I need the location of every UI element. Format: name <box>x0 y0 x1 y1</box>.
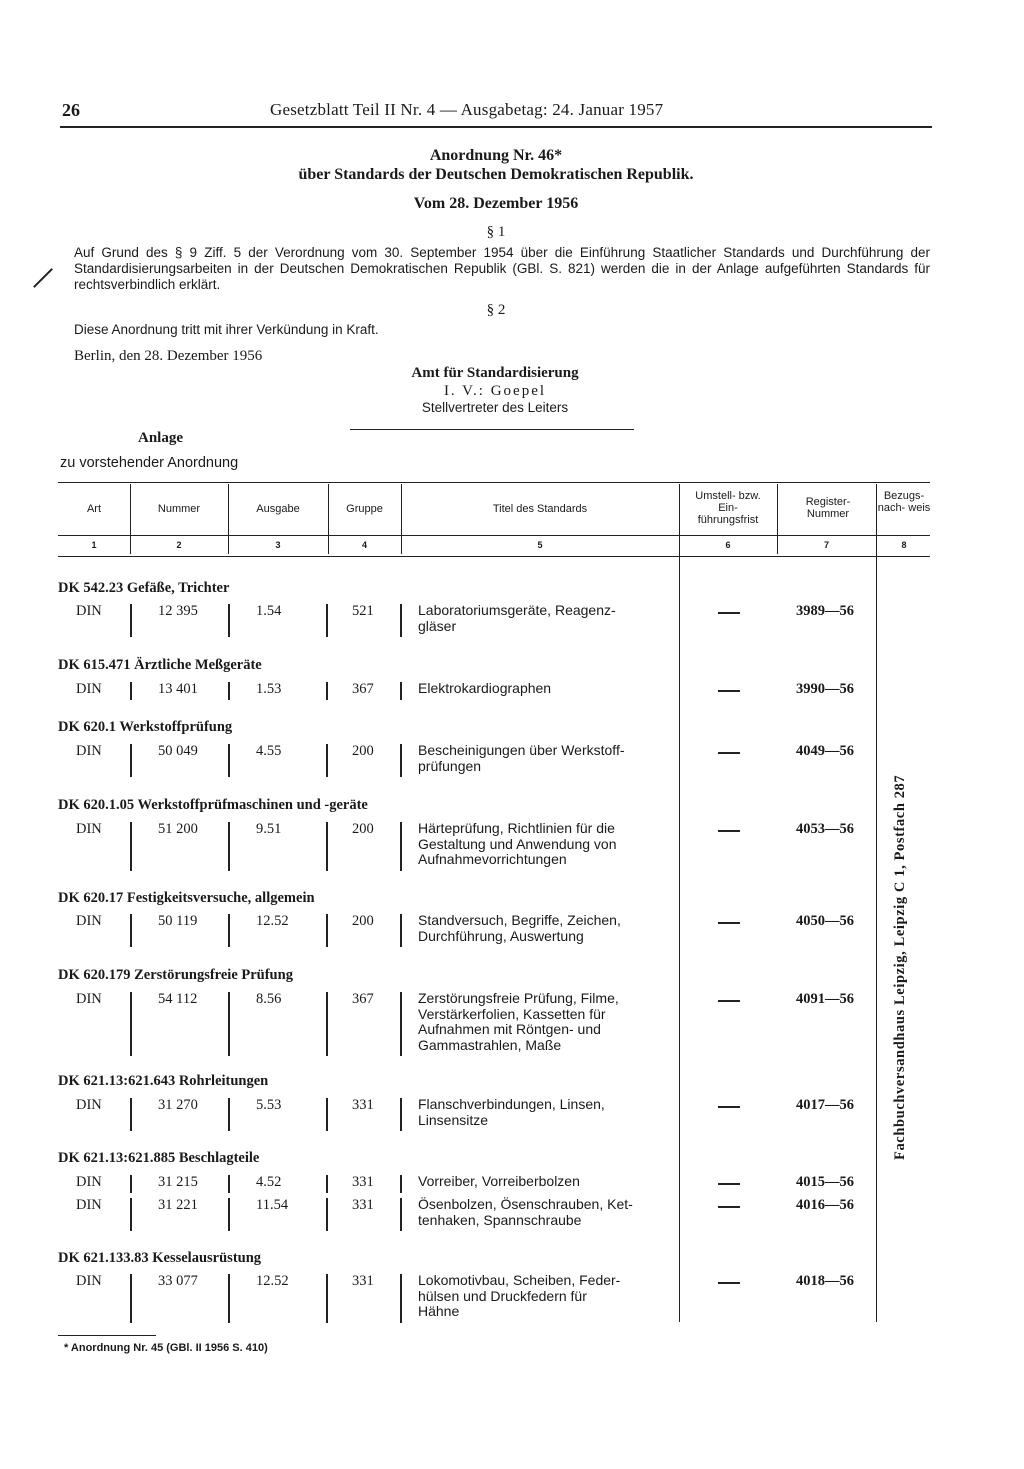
authority: Amt für Standardisierung <box>411 365 579 381</box>
cell-register: 4050—56 <box>796 913 854 929</box>
row-bar <box>326 1198 328 1231</box>
cell-ausgabe: 1.53 <box>256 681 282 697</box>
row-bar <box>130 992 132 1056</box>
row-bar <box>326 992 328 1056</box>
row-bar <box>130 822 132 871</box>
cell-register: 4016—56 <box>796 1197 854 1213</box>
reference-note: Fachbuchversandhaus Leipzig, Leipzig C 1, Postfach 287 <box>892 774 908 1160</box>
header-nummer: Nummer <box>157 503 201 515</box>
title-line: tenhaken, Spannschraube <box>418 1211 582 1228</box>
cell-frist-dash <box>718 612 740 614</box>
col-number: 4 <box>361 540 367 550</box>
cell-register: 4018—56 <box>796 1273 854 1289</box>
cell-ausgabe: 12.52 <box>256 913 289 929</box>
cell-gruppe: 331 <box>352 1174 374 1190</box>
cell-register: 4015—56 <box>796 1174 854 1190</box>
row-bar <box>400 822 402 871</box>
row-bar <box>130 682 132 700</box>
cell-gruppe: 200 <box>352 821 374 837</box>
title-line: Standversuch, Begriffe, Zeichen, <box>418 912 621 928</box>
margin-mark <box>33 268 53 288</box>
row-bar <box>326 682 328 700</box>
row-bar <box>130 604 132 637</box>
place-date: Berlin, den 28. Dezember 1956 <box>74 348 263 364</box>
title-line: Flanschverbindungen, Linsen, <box>418 1096 605 1112</box>
cell-gruppe: 331 <box>352 1273 374 1289</box>
signatory-role: Stellvertreter des Leiters <box>421 400 569 415</box>
col-divider <box>679 484 680 1322</box>
cell-gruppe: 200 <box>352 743 374 759</box>
page-number: 26 <box>62 100 80 120</box>
signature-rule <box>350 429 634 430</box>
cell-nummer: 31 270 <box>158 1097 198 1113</box>
cell-gruppe: 367 <box>352 681 374 697</box>
section2-text: Diese Anordnung tritt mit ihrer Verkündung in Kraft. <box>74 322 379 337</box>
cell-frist-dash <box>718 1282 740 1284</box>
cell-frist-dash <box>718 922 740 924</box>
annex-subtitle: zu vorstehender Anordnung <box>60 455 239 471</box>
cell-register: 4017—56 <box>796 1097 854 1113</box>
cell-register: 4053—56 <box>796 821 854 837</box>
cell-ausgabe: 1.54 <box>256 603 282 619</box>
cell-nummer: 31 215 <box>158 1174 198 1190</box>
row-bar <box>400 744 402 777</box>
cell-art: DIN <box>76 991 102 1007</box>
row-bar <box>228 1175 230 1193</box>
cell-titel <box>418 1097 673 1128</box>
row-bar <box>130 1175 132 1193</box>
cell-nummer: 12 395 <box>158 603 198 619</box>
footnote-rule <box>58 1335 156 1336</box>
cell-frist-dash <box>718 1183 740 1185</box>
dk-heading: DK 620.1.05 Werkstoffprüfmaschinen und -geräte <box>58 797 368 813</box>
cell-titel <box>418 1174 673 1190</box>
row-bar <box>326 1175 328 1193</box>
ordinance-title: Anordnung Nr. 46* <box>429 147 563 164</box>
row-bar <box>228 604 230 637</box>
title-line: Lokomotivbau, Scheiben, Feder- <box>418 1272 621 1288</box>
title-line: Bescheinigungen über Werkstoff- <box>418 742 625 758</box>
dk-heading: DK 620.1 Werkstoffprüfung <box>58 719 233 735</box>
cell-art: DIN <box>76 603 102 619</box>
dk-heading: DK 621.133.83 Kesselausrüstung <box>58 1250 262 1266</box>
cell-gruppe: 521 <box>352 603 374 619</box>
cell-art: DIN <box>76 1097 102 1113</box>
cell-gruppe: 331 <box>352 1197 374 1213</box>
cell-art: DIN <box>76 1174 102 1190</box>
cell-frist-dash <box>718 830 740 832</box>
cell-frist-dash <box>718 690 740 692</box>
row-bar <box>400 604 402 637</box>
title-line: Laboratoriumsgeräte, Reagenz- <box>418 602 616 618</box>
row-bar <box>130 1198 132 1231</box>
section2-mark: § 2 <box>486 302 506 318</box>
running-title: Gesetzblatt Teil II Nr. 4 — Ausgabetag: 24. Januar 1957 <box>270 100 664 119</box>
cell-titel <box>418 681 673 697</box>
cell-gruppe: 200 <box>352 913 374 929</box>
title-line: Ösenbolzen, Ösenschrauben, Ket- <box>418 1196 633 1212</box>
header-register: Register- Nummer <box>805 496 851 520</box>
header-art: Art <box>86 503 102 515</box>
title-line: Hähne <box>418 1303 460 1319</box>
cell-frist-dash <box>718 1000 740 1002</box>
dk-heading: DK 615.471 Ärztliche Meßgeräte <box>58 657 262 673</box>
table-header-rule <box>58 535 930 536</box>
col-divider <box>876 484 877 1322</box>
cell-art: DIN <box>76 1273 102 1289</box>
row-bar <box>326 1274 328 1323</box>
cell-ausgabe: 4.52 <box>256 1174 282 1190</box>
cell-nummer: 51 200 <box>158 821 198 837</box>
cell-art: DIN <box>76 821 102 837</box>
cell-art: DIN <box>76 681 102 697</box>
cell-art: DIN <box>76 743 102 759</box>
col-number: 7 <box>823 540 829 550</box>
row-bar <box>228 992 230 1056</box>
row-bar <box>228 744 230 777</box>
cell-titel <box>418 913 673 944</box>
dk-heading: DK 620.179 Zerstörungsfreie Prüfung <box>58 967 293 983</box>
cell-art: DIN <box>76 1197 102 1213</box>
cell-nummer: 33 077 <box>158 1273 198 1289</box>
title-line: Vorreiber, Vorreiberbolzen <box>418 1173 580 1189</box>
signatory: I. V.: Goepel <box>443 383 547 399</box>
dk-heading: DK 620.17 Festigkeitsversuche, allgemein <box>58 890 315 906</box>
row-bar <box>228 1098 230 1131</box>
row-bar <box>228 914 230 947</box>
header-titel: Titel des Standards <box>492 503 588 515</box>
title-line: Gestaltung und Anwendung von <box>418 835 617 852</box>
cell-frist-dash <box>718 752 740 754</box>
row-bar <box>228 682 230 700</box>
cell-register: 4091—56 <box>796 991 854 1007</box>
cell-register: 3990—56 <box>796 681 854 697</box>
col-number: 8 <box>901 540 907 550</box>
col-number: 2 <box>176 540 182 550</box>
header-bezug: Bezugs- nach- weis <box>877 490 931 514</box>
cell-titel <box>418 991 673 1053</box>
cell-register: 4049—56 <box>796 743 854 759</box>
title-line: gläser <box>418 617 457 634</box>
cell-art: DIN <box>76 913 102 929</box>
col-number: 5 <box>537 540 543 550</box>
col-number: 6 <box>725 540 731 550</box>
section1-mark: § 1 <box>486 224 506 240</box>
cell-gruppe: 331 <box>352 1097 374 1113</box>
col-number: 1 <box>91 540 97 550</box>
title-line: prüfungen <box>418 757 482 774</box>
row-bar <box>228 1198 230 1231</box>
cell-ausgabe: 12.52 <box>256 1273 289 1289</box>
cell-nummer: 31 221 <box>158 1197 198 1213</box>
cell-ausgabe: 8.56 <box>256 991 282 1007</box>
row-bar <box>400 992 402 1056</box>
row-bar <box>326 604 328 637</box>
cell-titel <box>418 743 673 774</box>
row-bar <box>400 1175 402 1193</box>
cell-ausgabe: 4.55 <box>256 743 282 759</box>
cell-nummer: 50 119 <box>158 913 198 929</box>
title-line: Verstärkerfolien, Kassetten für <box>418 1005 606 1022</box>
dk-heading: DK 621.13:621.885 Beschlagteile <box>58 1150 260 1166</box>
title-line: Elektrokardiographen <box>418 680 552 696</box>
cell-gruppe: 367 <box>352 991 374 1007</box>
table-numbers-rule <box>58 556 930 557</box>
cell-frist-dash <box>718 1206 740 1208</box>
row-bar <box>228 1274 230 1323</box>
header-rule <box>60 126 932 128</box>
header-gruppe: Gruppe <box>346 503 383 515</box>
cell-nummer: 50 049 <box>158 743 198 759</box>
row-bar <box>326 744 328 777</box>
dk-heading: DK 542.23 Gefäße, Trichter <box>58 580 230 596</box>
col-number: 3 <box>275 540 281 550</box>
cell-titel <box>418 821 673 868</box>
row-bar <box>400 1198 402 1231</box>
cell-register: 3989—56 <box>796 603 854 619</box>
title-line: Zerstörungsfreie Prüfung, Filme, <box>418 990 619 1006</box>
row-bar <box>326 1098 328 1131</box>
row-bar <box>130 914 132 947</box>
title-line: hülsen und Druckfedern für <box>418 1287 587 1304</box>
ordinance-subtitle: über Standards der Deutschen Demokratischen Republik. <box>298 166 694 183</box>
title-line: Aufnahmevorrichtungen <box>418 851 567 867</box>
cell-titel <box>418 1197 673 1228</box>
row-bar <box>400 682 402 700</box>
header-frist: Umstell- bzw. Ein- führungsfrist <box>695 490 761 526</box>
dk-heading: DK 621.13:621.643 Rohrleitungen <box>58 1073 269 1089</box>
row-bar <box>326 914 328 947</box>
title-line: Härteprüfung, Richtlinien für die <box>418 820 615 836</box>
title-line: Durchführung, Auswertung <box>418 927 584 944</box>
cell-titel <box>418 603 673 634</box>
cell-nummer: 54 112 <box>158 991 198 1007</box>
cell-frist-dash <box>718 1106 740 1108</box>
cell-ausgabe: 11.54 <box>256 1197 289 1213</box>
annex-title: Anlage <box>138 430 183 446</box>
row-bar <box>130 1274 132 1323</box>
title-line: Linsensitze <box>418 1111 489 1128</box>
title-line: Aufnahmen mit Röntgen- und <box>418 1021 601 1037</box>
title-line: Gammastrahlen, Maße <box>418 1036 562 1053</box>
table-top-rule <box>58 482 930 483</box>
section1-text: Auf Grund des § 9 Ziff. 5 der Verordnung vom 30. September 1954 über die Einführung Staatlicher Standards und Durchführung der Standardisierungsarbeiten in der Deutschen Demokratischen Republik (GBl. S. 821) werden die in der Anlage aufgeführten Standards für rechtsverbindlich erklärt. <box>74 245 930 292</box>
row-bar <box>400 914 402 947</box>
cell-nummer: 13 401 <box>158 681 198 697</box>
row-bar <box>130 744 132 777</box>
row-bar <box>400 1274 402 1323</box>
cell-titel <box>418 1273 673 1320</box>
ordinance-date: Vom 28. Dezember 1956 <box>413 195 579 212</box>
footnote: * Anordnung Nr. 45 (GBl. II 1956 S. 410) <box>64 1342 268 1354</box>
row-bar <box>326 822 328 871</box>
row-bar <box>228 822 230 871</box>
row-bar <box>400 1098 402 1131</box>
row-bar <box>130 1098 132 1131</box>
header-ausgabe: Ausgabe <box>256 503 300 515</box>
cell-ausgabe: 5.53 <box>256 1097 282 1113</box>
cell-ausgabe: 9.51 <box>256 821 282 837</box>
